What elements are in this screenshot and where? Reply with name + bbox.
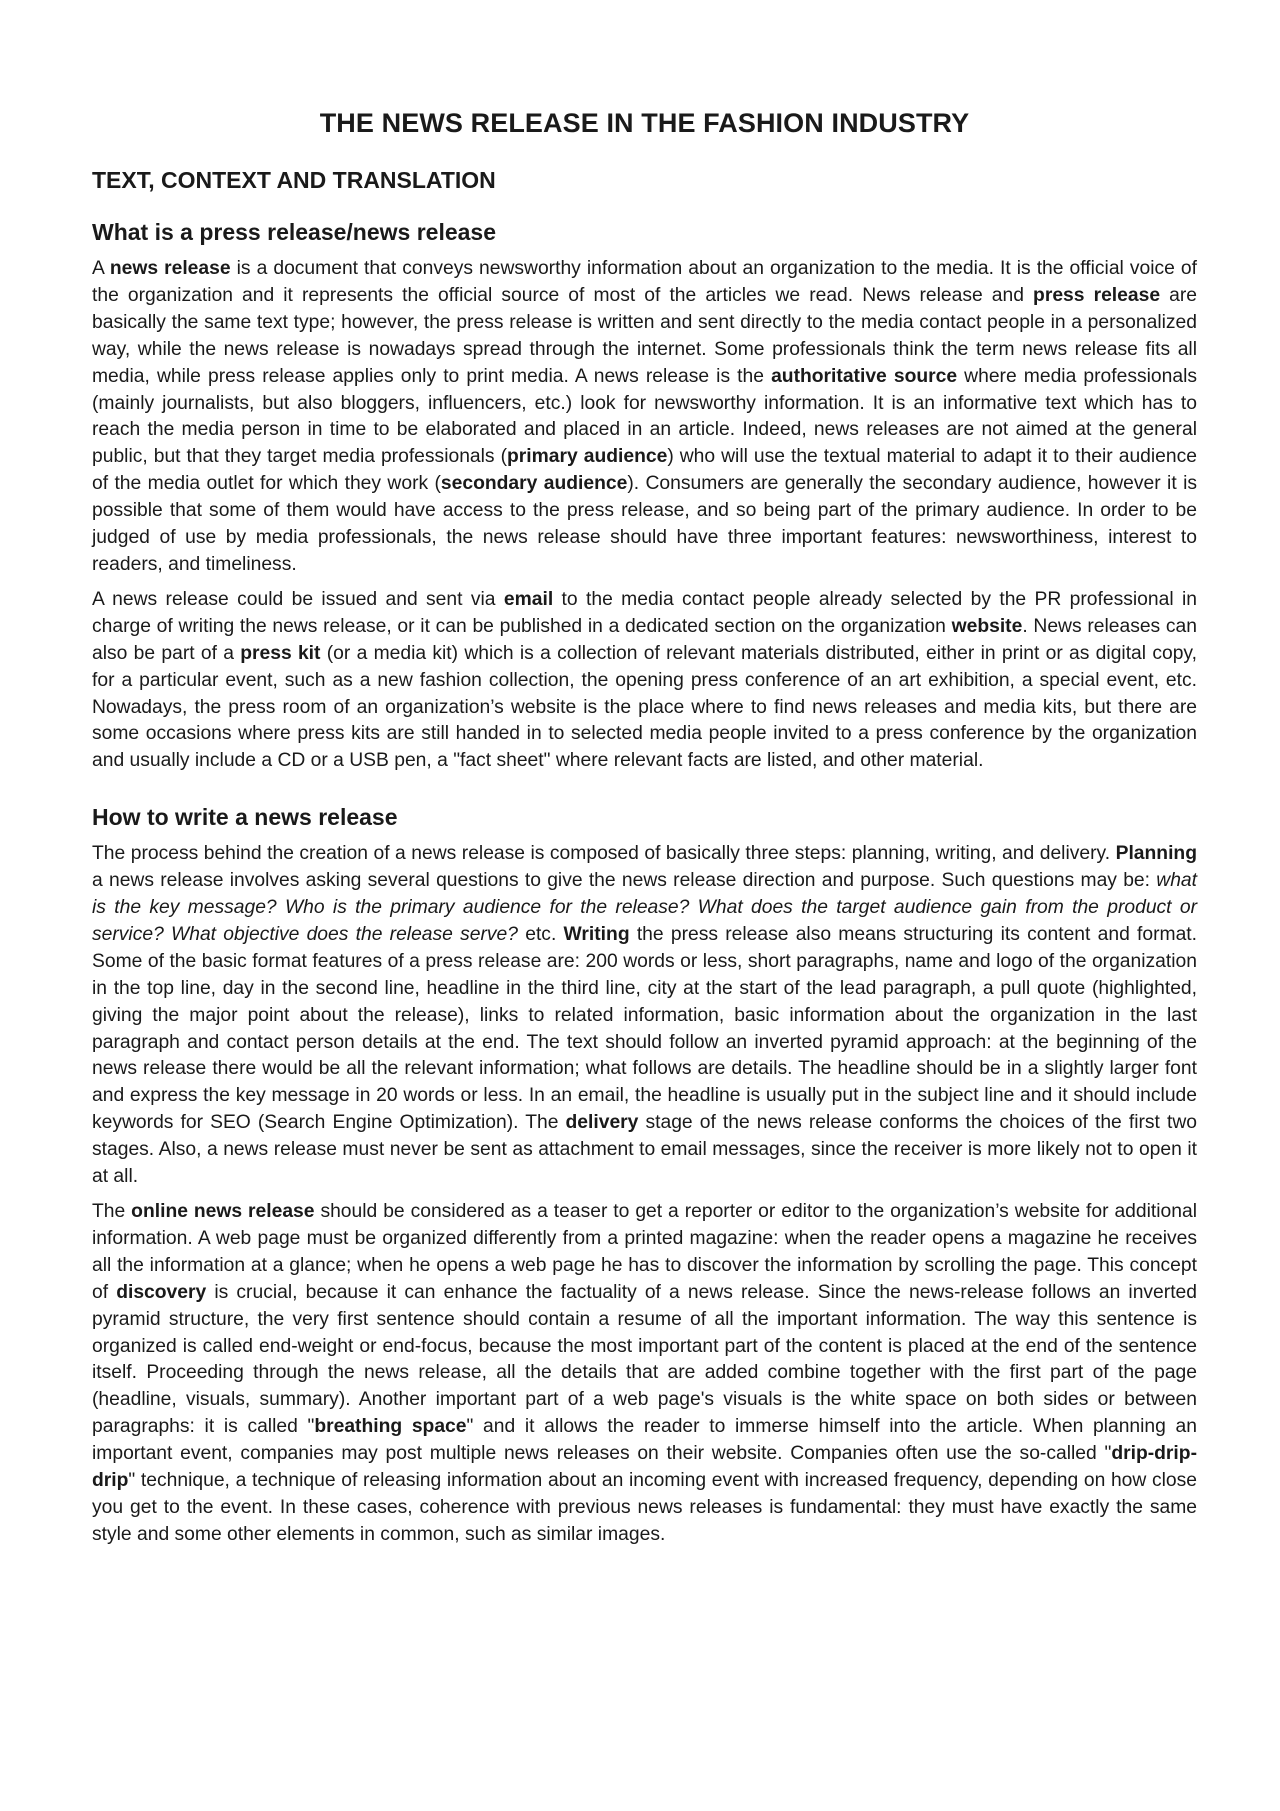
section-heading-how-to-write: How to write a news release (92, 804, 398, 831)
text-run: The (92, 1201, 132, 1222)
text-run: stage of the news release conforms the choices of the first two stages. Also, a news release must never be sent as attachment to email messages, since the receiver is more likely not to open it at all. (92, 1112, 1197, 1188)
paragraph-definition (92, 256, 1197, 579)
bold-term: Planning (1115, 843, 1197, 865)
document-title: THE NEWS RELEASE IN THE FASHION INDUSTRY (319, 108, 970, 138)
bold-term: press kit (240, 642, 321, 664)
text-run: where media professionals (mainly journalists, but also bloggers, influencers, etc.) look for newsworthy information. It is an informative text which has to reach the media person in time to be elaborated and placed in an article. Indeed, news releases are not aimed at the general public, but that they target media professionals ( (92, 365, 1197, 468)
bold-term: email (503, 588, 554, 610)
text-run: A (92, 258, 110, 279)
text-run: " technique, a technique of releasing information about an incoming event with increased frequency, depending on how close you get to the event. In these cases, coherence with previous news releases is fundamental: they must have exactly the same style and some other elements in common, such as similar images. (92, 1470, 1197, 1545)
text-run: (or a media kit) which is a collection of relevant materials distributed, either in print or as digital copy, for a particular event, such as a new fashion collection, the opening press conference of an art exhibition, a special event, etc. Nowadays, the press room of an organization’s website is the place where to find news releases and media kits, but there are some occasions where press kits are still handed in to selected media people invited to a press conference by the organization and usually include a CD or a USB pen, a "fact sheet" where relevant facts are listed, and other material. (92, 642, 1197, 772)
text-run: is crucial, because it can enhance the factuality of a news release. Since the news-release follows an inverted pyramid structure, the very first sentence should contain a resume of all the important information. The way this sentence is organized is called end-weight or end-focus, because the most important part of the content is placed at the end of the sentence itself. Proceeding through the news release, all the details that are added combine together with the first part of the page (headline, visuals, summary). Another important part of a web page's visuals is the white space on both sides or between paragraphs: it is called " (92, 1281, 1198, 1438)
bold-term: Writing (563, 923, 630, 945)
text-run: . News releases can also be part of a (92, 615, 1197, 664)
text-run: should be considered as a teaser to get a reporter or editor to the organization’s website for additional information. A web page must be organized differently from a printed magazine: when the reader opens a magazine he receives all the information at a glance; when he opens a web page he has to discover the information by scrolling the page. This concept of (92, 1201, 1198, 1303)
bold-term: website (951, 615, 1023, 637)
section-heading-what-is: What is a press release/news release (92, 219, 497, 245)
text-run: the press release also means structuring its content and format. Some of the basic format features of a press release are: 200 words or less, short paragraphs, name and logo of the organization in the top line, day in the second line, headline in the third line, city at the start of the lead paragraph, a pull quote (highlighted, giving the major point about the release), links to related information, basic information about the organization in the last paragraph and contact person details at the end. The text should follow an inverted pyramid approach: at the beginning of the news release there would be all the relevant information; what follows are details. The headline should be in a slightly larger font and express the key message in 20 words or less. In an email, the headline is usually put in the subject line and it should include keywords for SEO (Search Engine Optimization). The (92, 923, 1198, 1134)
bold-term: delivery (565, 1112, 639, 1134)
bold-term: news release (109, 258, 231, 279)
text-run: etc. (518, 923, 564, 945)
text-run: The process behind the creation of a news release is composed of basically three steps: planning, writing, and delivery. (92, 843, 1116, 865)
text-run: A news release could be issued and sent via (92, 588, 504, 610)
text-run: to the media contact people already selected by the PR professional in charge of writing the news release, or it can be published in a dedicated section on the organization (92, 588, 1198, 637)
text-run: ) who will use the textual material to adapt it to their audience of the media outlet for which they work ( (92, 446, 1197, 495)
bold-term: secondary audience (440, 473, 628, 495)
bold-term: authoritative source (771, 365, 958, 387)
text-run: a news release involves asking several questions to give the news release direction and purpose. Such questions may be: (92, 870, 1157, 892)
paragraph-process (92, 841, 1197, 1191)
text-run: ). Consumers are generally the secondary audience, however it is possible that some of them would have access to the press release, and so being part of the primary audience. In order to be judged of use by media professionals, the news release should have three important features: newsworthiness, interest to readers, and timeliness. (92, 473, 1197, 575)
bold-term: breathing space (314, 1416, 467, 1438)
bold-term: press release (1033, 284, 1161, 306)
italic-questions: what is the key message? Who is the primary audience for the release? What does the target audience gain from the product or service? What objective does the release serve? (92, 870, 1197, 945)
bold-term: online news release (131, 1201, 315, 1222)
paragraph-distribution (92, 587, 1197, 775)
text-run: is a document that conveys newsworthy information about an organization to the media. It is the official voice of the organization and it represents the official source of most of the articles we read. News release and (92, 258, 1198, 306)
document-subtitle: TEXT, CONTEXT AND TRANSLATION (92, 167, 496, 193)
text-run: " and it allows the reader to immerse himself into the article. When planning an important event, companies may post multiple news releases on their website. Companies often use the so-called " (92, 1416, 1197, 1465)
bold-term: discovery (116, 1281, 207, 1303)
text-run: are basically the same text type; however, the press release is written and sent directly to the media contact people in a personalized way, while the news release is nowadays spread through the internet. Some professionals think the term news release fits all media, while press release applies only to print media. A news release is the (92, 284, 1197, 387)
bold-term: primary audience (507, 446, 668, 468)
bold-term: drip-drip-drip (92, 1443, 1197, 1492)
paragraph-online-release (92, 1199, 1197, 1549)
